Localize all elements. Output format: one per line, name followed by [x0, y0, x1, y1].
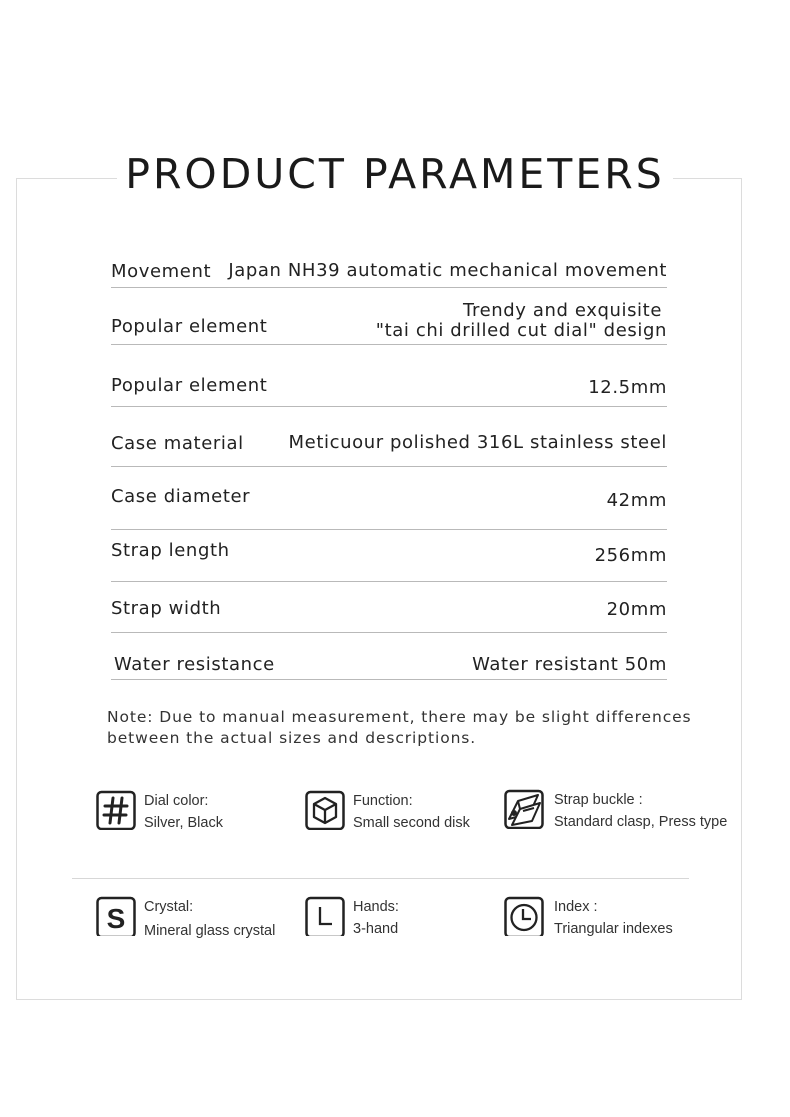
cube-icon [305, 790, 345, 830]
param-label: Movement [111, 261, 212, 282]
param-value: Japan NH39 automatic mechanical movement [228, 260, 667, 281]
feature-value: Standard clasp, Press type [554, 814, 728, 830]
param-value-line2: "tai chi drilled cut dial" design [375, 320, 667, 341]
param-row-strap-width [111, 582, 667, 633]
param-row-strap-length [111, 530, 667, 582]
feature-function [305, 790, 470, 834]
feature-label: Hands: [353, 899, 399, 915]
hash-icon [96, 790, 136, 830]
param-value: 20mm [606, 599, 667, 620]
param-row-case-material [111, 407, 667, 467]
svg-text:S: S [106, 903, 126, 934]
measurement-note [107, 707, 692, 749]
note-line-1: Note: Due to manual measurement, there may be slight differences [107, 708, 692, 726]
feature-hands [305, 896, 399, 940]
feature-value: Silver, Black [144, 815, 223, 831]
feature-dial-color [96, 790, 223, 834]
feature-label: Index : [554, 899, 598, 915]
param-row-popular-element-size [111, 345, 667, 407]
feature-value: Triangular indexes [554, 921, 673, 937]
page-title: PRODUCT PARAMETERS [0, 150, 790, 198]
feature-divider [72, 878, 689, 879]
param-label: Water resistance [114, 654, 275, 675]
param-label: Popular element [111, 316, 268, 337]
param-label: Strap width [111, 598, 222, 619]
param-value: Meticuour polished 316L stainless steel [288, 432, 667, 453]
feature-value: Small second disk [353, 815, 470, 831]
param-value: 12.5mm [588, 377, 667, 398]
feature-value: Mineral glass crystal [144, 923, 276, 939]
param-value: 256mm [594, 545, 667, 566]
param-label: Strap length [111, 540, 230, 561]
param-label: Popular element [111, 375, 268, 396]
feature-label: Crystal: [144, 899, 194, 915]
clock-icon [504, 896, 544, 936]
feature-index [504, 896, 673, 940]
param-row-case-diameter [111, 467, 667, 530]
param-row-water-resistance [111, 633, 667, 680]
param-row-movement [111, 258, 667, 288]
feature-label: Function: [353, 793, 413, 809]
param-value-line1: Trendy and exquisite [463, 300, 662, 321]
feature-crystal [96, 896, 275, 942]
param-label: Case diameter [111, 486, 251, 507]
param-value: Water resistant 50m [472, 654, 667, 675]
param-value: 42mm [606, 490, 667, 511]
hands-icon [305, 896, 345, 936]
feature-strap-buckle [504, 789, 727, 833]
letter-s-icon [96, 896, 136, 936]
feature-label: Dial color: [144, 793, 209, 809]
param-row-popular-element [111, 288, 667, 345]
feature-value: 3-hand [353, 921, 399, 937]
feature-label: Strap buckle : [554, 792, 643, 808]
buckle-icon [504, 789, 544, 829]
param-label: Case material [111, 433, 244, 454]
note-line-2: between the actual sizes and descriptions. [107, 729, 477, 747]
